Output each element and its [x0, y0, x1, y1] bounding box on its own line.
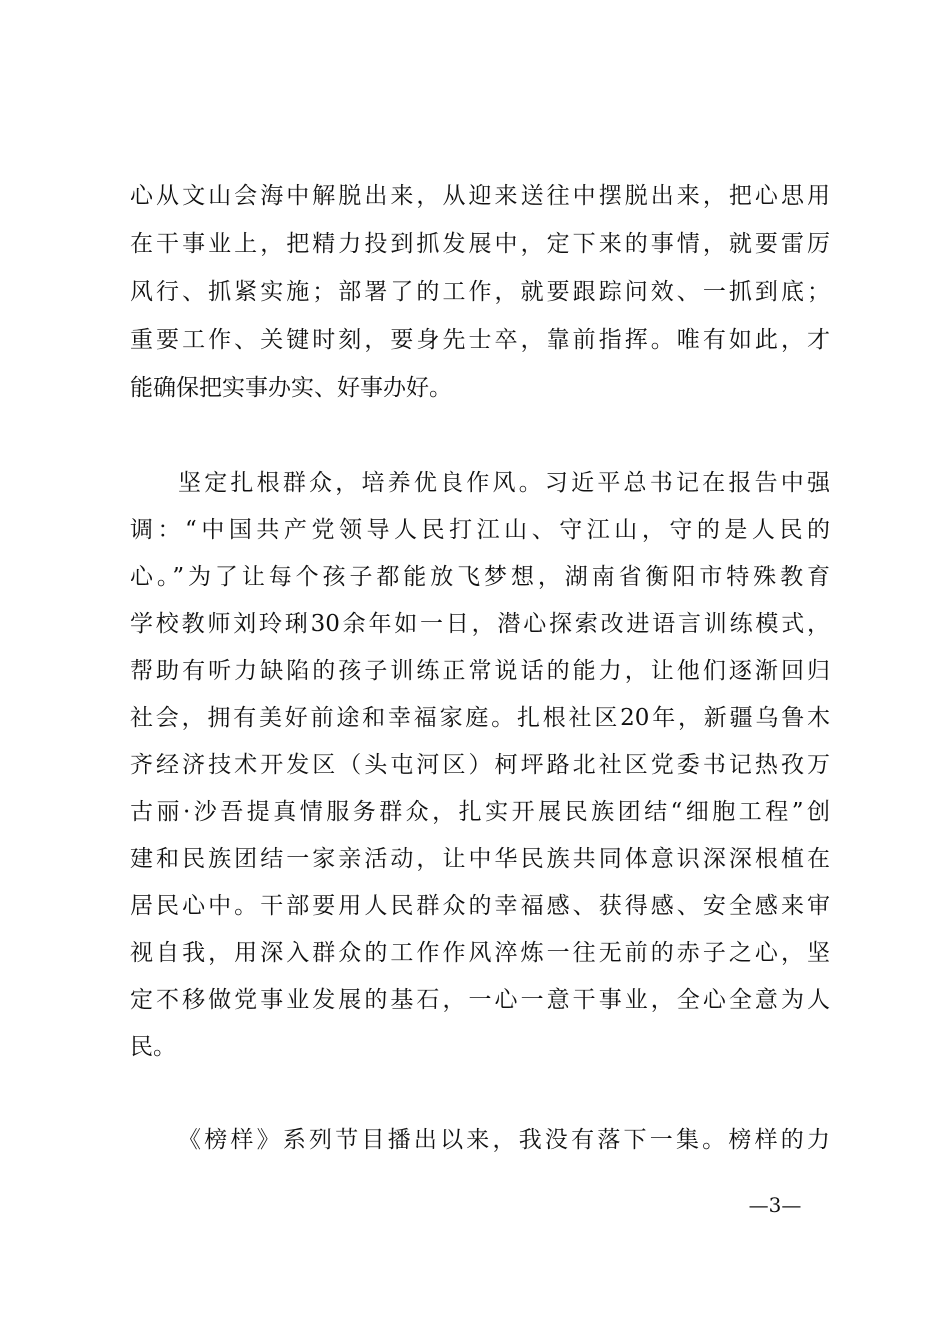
paragraph-2-line-11: 视自我，用深入群众的工作作风淬炼一往无前的赤子之心，坚	[130, 940, 830, 966]
page-number: —3—	[748, 1193, 802, 1217]
paragraph-2-line-13: 民。	[130, 1034, 176, 1060]
paragraph-2-line-5: 帮助有听力缺陷的孩子训练正常说话的能力，让他们逐渐回归	[130, 658, 830, 684]
paragraph-1-line-4: 重要工作、关键时刻，要身先士卒，靠前指挥。唯有如此，才	[130, 327, 830, 353]
paragraph-2-line-10: 居民心中。干部要用人民群众的幸福感、获得感、安全感来审	[130, 893, 830, 919]
paragraph-2-line-9: 建和民族团结一家亲活动，让中华民族共同体意识深深根植在	[130, 846, 830, 872]
paragraph-1-line-3: 风行、抓紧实施；部署了的工作，就要跟踪问效、一抓到底；	[130, 279, 830, 305]
paragraph-2-line-2: 调：“中国共产党领导人民打江山、守江山，守的是人民的	[130, 517, 830, 543]
paragraph-1-line-1: 心从文山会海中解脱出来，从迎来送往中摆脱出来，把心思用	[130, 183, 830, 209]
paragraph-2-line-6: 社会，拥有美好前途和幸福家庭。扎根社区20年，新疆乌鲁木	[130, 705, 830, 731]
paragraph-2-line-7: 齐经济技术开发区（头屯河区）柯坪路北社区党委书记热孜万	[130, 752, 830, 778]
paragraph-2-line-4: 学校教师刘玲琍30余年如一日，潜心探索改进语言训练模式，	[130, 611, 830, 637]
paragraph-2-line-3: 心。”为了让每个孩子都能放飞梦想，湖南省衡阳市特殊教育	[130, 564, 830, 590]
paragraph-3-line-1: 《榜样》系列节目播出以来，我没有落下一集。榜样的力	[178, 1127, 830, 1153]
paragraph-2-line-12: 定不移做党事业发展的基石，一心一意干事业，全心全意为人	[130, 987, 830, 1013]
paragraph-1-line-2: 在干事业上，把精力投到抓发展中，定下来的事情，就要雷厉	[130, 231, 830, 257]
paragraph-2-line-8: 古丽·沙吾提真情服务群众，扎实开展民族团结“细胞工程”创	[130, 799, 830, 825]
paragraph-2-line-1: 坚定扎根群众，培养优良作风。习近平总书记在报告中强	[178, 470, 830, 496]
paragraph-1-line-5: 能确保把实事办实、好事办好。	[130, 375, 452, 401]
